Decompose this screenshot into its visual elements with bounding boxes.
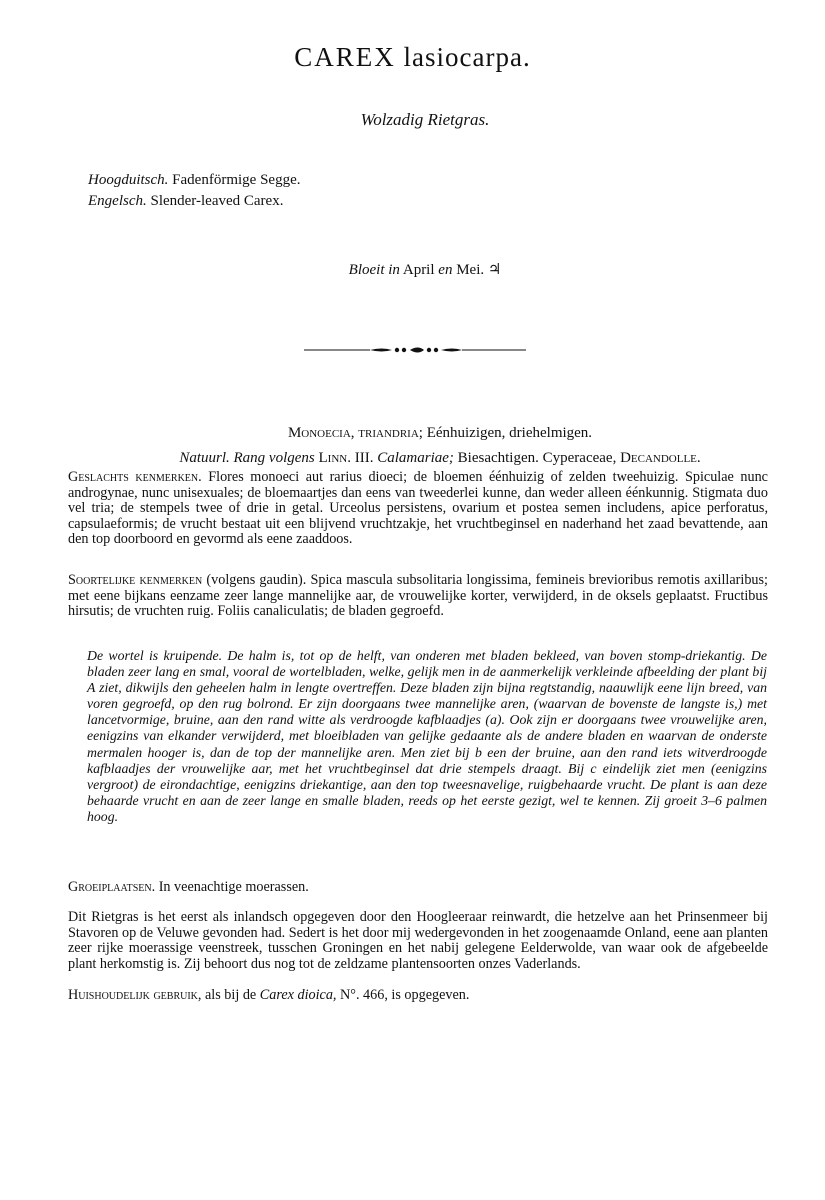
section-source: (volgens gaudin). <box>206 572 307 588</box>
order-dutch: Biesachtigen. Cyperaceae, <box>453 450 621 466</box>
section-label: Soortelijke kenmerken <box>68 572 203 588</box>
bloom-month: Mei. <box>456 262 485 278</box>
species-name: lasiocarpa. <box>403 42 531 72</box>
bloom-month: April <box>402 262 435 278</box>
natural-order-line <box>0 450 825 467</box>
dutch-name: Wolzadig Rietgras. <box>360 110 490 129</box>
name-german <box>88 170 300 191</box>
page-title <box>0 42 825 73</box>
section-label: Huishoudelijk gebruik, <box>68 987 202 1003</box>
description-text: De wortel is kruipende. De halm is, tot op de helft, van onderen met bladen bekleed, van boven stomp-driekantig. De bladen zeer lang en smal, vooral de wortelbladen, welke, gelijk men in de aanmerkelijk verkleinde afbeelding der plant bij A ziet, dikwijls den geheelen halm in lengte overtreffen. Deze bladen zijn bijna regtstandig, naauwlijk eene lijn breed, van voren gegroefd, op den rug bolrond. Er zijn doorgaans twee mannelijke aren, (waarvan de bovenste de langste is,) met lancetvormige, bruine, aan den rand witte als verdroogde kafblaadjes (a). Ook zijn er doorgaans twee vrouwelijke aren, eenigzins van elkander verwijderd, met bloeibladen van gelijke gedaante als de andere bladen en waarvan de onderste mermalen hooger is, dan de top der mannelijke aren. Men ziet bij b een der bruine, aan den rand iets witverdroogde kafblaadjes der vrouwelijke aar, met het vruchtbeginsel dat drie stempels draagt. Bij c eindelijk ziet men (eenigzins vergroot) de eirondachtige, eenigzins driekantige, aan den top tweesnavelige, ruigbehaarde vrucht. De plant is aan deze behaarde vrucht en aan de zeer lange en smalle bladen, reeds op het eerste gezigt, wel te kennen. Zij groeit 3–6 palmen hoog. <box>87 648 767 824</box>
order-numeral: III. <box>350 450 378 466</box>
order-latin: Calamariae; <box>377 450 454 466</box>
vernacular-name: Fadenförmige Segge. <box>172 172 301 188</box>
section-label: Groeiplaatsen. <box>68 879 156 895</box>
description <box>87 648 767 825</box>
bloom-line <box>0 260 825 279</box>
author-decandolle: Decandolle. <box>620 450 701 466</box>
class-dutch: ; Eénhuizigen, driehelmigen. <box>418 425 593 441</box>
species-characters <box>68 573 768 620</box>
section-text: N°. 466, is opgegeven. <box>336 987 470 1003</box>
distribution-note <box>68 910 768 972</box>
section-text: als bij de <box>201 987 260 1003</box>
language-label: Engelsch. <box>88 193 147 209</box>
vernacular-names <box>88 170 300 212</box>
section-text: Spica mascula subsolitaria longissima, femineis brevioribus remotis axillaribus; met eene bijkans eenzame zeer lange mannelijke aar, de vrouwelijke korter, verwijderd, in de oksels geplaatst. Fructibus hirsutis; de vruchten ruig. Foliis canaliculatis; de bladen gegroefd. <box>68 572 768 620</box>
section-text: Flores monoeci aut rarius dioeci; de bloemen éénhuizig of zelden tweehuizig. Spiculae nunc androgynae, nunc unisexuales; de bloemaartjes dan eens van tweederlei kunne, dan weder alleen éénkunnig. Stigmata duo vel tria; de stempels twee of drie in getal. Urceolus persistens, ovarium et postea semen includens, apice perforatus, capsulaeformis; de vrucht bestaat uit een blijvend vruchtzakje, het vruchtbeginsel en naderhand het zaad bevattende, aan den top doorboord en gevormd als eene zaaddoos. <box>68 469 768 548</box>
bloom-conj: en <box>438 262 453 278</box>
class-name: Monoecia <box>287 425 351 441</box>
section-label: Geslachts kenmerken. <box>68 469 202 485</box>
separator: , <box>350 425 359 441</box>
order-name: triandria <box>358 425 419 441</box>
vernacular-name: Slender-leaved Carex. <box>150 193 284 209</box>
classification-line <box>0 425 825 442</box>
bloom-label: Bloeit in <box>348 262 400 278</box>
section-text: Dit Rietgras is het eerst als inlandsch opgegeven door den Hoogleeraar reinwardt, die hetzelve aan het Prinsenmeer bij Stavoren op de Veluwe gevonden had. Sedert is het door mij wedergevonden in het zoogenaamde Onland, eene aan planten zeer rijke moerassige veenstreek, tusschen Groningen en het nabij gelegene Eelderwolde, van waar ook de afgebeelde plant herkomstig is. Zij behoort dus nog tot de zeldzame plantensoorten onzes Vaderlands. <box>68 909 768 972</box>
name-english <box>88 191 300 212</box>
section-text: In veenachtige moerassen. <box>158 879 309 895</box>
species-reference: Carex dioica, <box>259 987 337 1003</box>
genus-name: CAREX <box>294 42 396 72</box>
perennial-symbol: ♃ <box>487 262 502 278</box>
author-linn: Linn. <box>318 450 351 466</box>
genus-characters <box>68 470 768 548</box>
ornament-divider-icon <box>300 342 530 358</box>
household-use <box>68 988 768 1004</box>
habitat <box>68 880 768 896</box>
natural-order-label: Natuurl. Rang volgens <box>179 450 319 466</box>
language-label: Hoogduitsch. <box>88 172 169 188</box>
